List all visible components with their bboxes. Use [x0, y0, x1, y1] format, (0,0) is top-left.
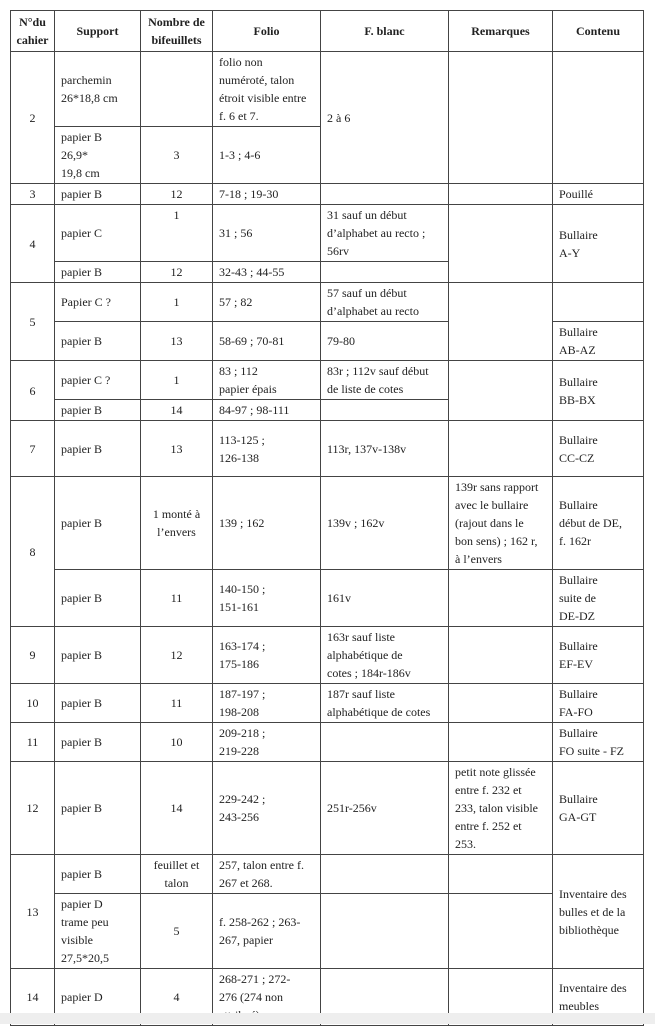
- cell-support: Papier C ?: [55, 283, 141, 322]
- cell-remarques: [449, 723, 553, 762]
- cell-contenu: Bullaire CC-CZ: [553, 421, 644, 477]
- cell-contenu: Bullaire début de DE, f. 162r: [553, 477, 644, 570]
- cell-remarques: [449, 627, 553, 684]
- cell-folio: 268-271 ; 272- 276 (274 non: [213, 969, 321, 1026]
- header-row: [11, 11, 644, 52]
- cell-f-blanc: [321, 400, 449, 421]
- cell-remarques: [449, 361, 553, 421]
- cell-folio: 140-150 ; 151-161: [213, 570, 321, 627]
- cell-support: papier B: [55, 570, 141, 627]
- cell-contenu: Bullaire A-Y: [553, 205, 644, 283]
- cell-remarques: [449, 184, 553, 205]
- cell-folio: 187-197 ; 198-208: [213, 684, 321, 723]
- table-row: [11, 855, 644, 894]
- cell-folio: 139 ; 162: [213, 477, 321, 570]
- table-row: [11, 361, 644, 400]
- cell-remarques: [449, 894, 553, 969]
- table-row: [11, 283, 644, 322]
- cell-contenu: Bullaire EF-EV: [553, 627, 644, 684]
- cell-nombre: 3: [141, 127, 213, 184]
- cell-num: 6: [11, 361, 55, 421]
- cell-nombre: 12: [141, 262, 213, 283]
- cell-nombre: 10: [141, 723, 213, 762]
- cell-contenu: [553, 283, 644, 322]
- cell-folio: 257, talon entre f. 267 et 268.: [213, 855, 321, 894]
- cell-f-blanc: [321, 723, 449, 762]
- table-row: [11, 52, 644, 127]
- cell-f-blanc: 79-80: [321, 322, 449, 361]
- cell-f-blanc: 187r sauf liste alphabétique de cotes: [321, 684, 449, 723]
- header-remarques: Remarques: [449, 11, 553, 52]
- page-bottom-band: [0, 1013, 655, 1024]
- cell-folio: 163-174 ; 175-186: [213, 627, 321, 684]
- cell-remarques: [449, 684, 553, 723]
- cell-nombre: 12: [141, 627, 213, 684]
- cell-contenu: Bullaire FO suite - FZ: [553, 723, 644, 762]
- cell-support: papier D trame peu visible 27,5*20,5: [55, 894, 141, 969]
- cell-contenu: Bullaire AB-AZ: [553, 322, 644, 361]
- cell-folio: 1-3 ; 4-6: [213, 127, 321, 184]
- cell-num: 5: [11, 283, 55, 361]
- cell-contenu: [553, 52, 644, 184]
- cell-nombre: [141, 52, 213, 127]
- cell-remarques: 139r sans rapport avec le bullaire (rajout dans le bon sens) ; 162 r, à l’envers: [449, 477, 553, 570]
- table-row: [11, 684, 644, 723]
- cell-folio: 31 ; 56: [213, 205, 321, 262]
- table-row: [11, 184, 644, 205]
- cell-f-blanc: 139v ; 162v: [321, 477, 449, 570]
- cell-nombre: 1: [141, 361, 213, 400]
- cell-remarques: [449, 421, 553, 477]
- cell-folio: 57 ; 82: [213, 283, 321, 322]
- cell-support: papier C: [55, 205, 141, 262]
- cell-f-blanc: [321, 184, 449, 205]
- cell-support: papier B: [55, 421, 141, 477]
- cell-num: 11: [11, 723, 55, 762]
- table-row: [11, 421, 644, 477]
- cell-num: 2: [11, 52, 55, 184]
- cell-remarques: [449, 52, 553, 184]
- cell-f-blanc: [321, 262, 449, 283]
- cell-nombre: 1: [141, 205, 213, 262]
- cell-support: papier C ?: [55, 361, 141, 400]
- cell-nombre: 11: [141, 684, 213, 723]
- cell-support: papier B: [55, 762, 141, 855]
- cell-f-blanc: 161v: [321, 570, 449, 627]
- cell-folio: 209-218 ; 219-228: [213, 723, 321, 762]
- cell-folio: 32-43 ; 44-55: [213, 262, 321, 283]
- cell-support: papier B: [55, 184, 141, 205]
- cell-contenu: Inventaire des meubles: [553, 969, 644, 1026]
- cell-nombre: 13: [141, 421, 213, 477]
- cell-folio: 83 ; 112 papier épais: [213, 361, 321, 400]
- table-row: [11, 477, 644, 570]
- table-row: [11, 570, 644, 627]
- cell-support: papier B: [55, 723, 141, 762]
- cell-f-blanc: 251r-256v: [321, 762, 449, 855]
- cell-folio: f. 258-262 ; 263- 267, papier: [213, 894, 321, 969]
- cell-support: papier D: [55, 969, 141, 1026]
- cell-remarques: [449, 283, 553, 361]
- cell-num: 14: [11, 969, 55, 1026]
- table-row: [11, 723, 644, 762]
- cell-num: 7: [11, 421, 55, 477]
- cell-f-blanc: 113r, 137v-138v: [321, 421, 449, 477]
- cell-num: 9: [11, 627, 55, 684]
- cell-num: 13: [11, 855, 55, 969]
- header-folio: Folio: [213, 11, 321, 52]
- cell-folio: folio non numéroté, talon étroit visible entre f. 6 et 7.: [213, 52, 321, 127]
- cell-f-blanc: 2 à 6: [321, 52, 449, 184]
- cell-nombre: 5: [141, 894, 213, 969]
- cell-folio: 113-125 ; 126-138: [213, 421, 321, 477]
- cell-nombre: 14: [141, 400, 213, 421]
- cell-contenu: Bullaire GA-GT: [553, 762, 644, 855]
- cell-contenu: Inventaire des bulles et de la bibliothèque: [553, 855, 644, 969]
- cell-num: 12: [11, 762, 55, 855]
- cell-folio: 229-242 ; 243-256: [213, 762, 321, 855]
- cell-f-blanc: [321, 894, 449, 969]
- cell-folio: 58-69 ; 70-81: [213, 322, 321, 361]
- cell-num: 4: [11, 205, 55, 283]
- cell-num: 10: [11, 684, 55, 723]
- cell-contenu: Bullaire BB-BX: [553, 361, 644, 421]
- cell-support: papier B 26,9* 19,8 cm: [55, 127, 141, 184]
- cahiers-table: [10, 10, 644, 1026]
- cell-support: parchemin 26*18,8 cm: [55, 52, 141, 127]
- table-row: [11, 894, 644, 969]
- table-row: [11, 762, 644, 855]
- cell-support: papier B: [55, 400, 141, 421]
- cell-support: papier B: [55, 684, 141, 723]
- cell-contenu: Pouillé: [553, 184, 644, 205]
- cell-nombre: 1: [141, 283, 213, 322]
- cell-support: papier B: [55, 477, 141, 570]
- table-row: [11, 627, 644, 684]
- cell-folio: 84-97 ; 98-111: [213, 400, 321, 421]
- cell-support: papier B: [55, 855, 141, 894]
- cell-nombre: 12: [141, 184, 213, 205]
- cell-nombre: 11: [141, 570, 213, 627]
- cell-contenu: Bullaire FA-FO: [553, 684, 644, 723]
- cell-nombre: 13: [141, 322, 213, 361]
- cell-nombre: 1 monté à l’envers: [141, 477, 213, 570]
- cell-support: papier B: [55, 627, 141, 684]
- cell-num: 3: [11, 184, 55, 205]
- cell-nombre: 14: [141, 762, 213, 855]
- cell-remarques: [449, 570, 553, 627]
- cell-num: 8: [11, 477, 55, 627]
- cell-f-blanc: 31 sauf un début d’alphabet au recto ; 56rv: [321, 205, 449, 262]
- cell-f-blanc: 83r ; 112v sauf début de liste de cotes: [321, 361, 449, 400]
- cell-support: papier B: [55, 322, 141, 361]
- cell-f-blanc: 57 sauf un début d’alphabet au recto: [321, 283, 449, 322]
- cell-contenu: Bullaire suite de DE-DZ: [553, 570, 644, 627]
- cell-f-blanc: [321, 855, 449, 894]
- header-support: Support: [55, 11, 141, 52]
- cell-f-blanc: 163r sauf liste alphabétique de cotes ; 184r-186v: [321, 627, 449, 684]
- cell-remarques: [449, 205, 553, 283]
- cell-nombre: feuillet et talon: [141, 855, 213, 894]
- cell-nombre: 4: [141, 969, 213, 1026]
- cell-remarques: [449, 855, 553, 894]
- cell-folio: 7-18 ; 19-30: [213, 184, 321, 205]
- cell-support: papier B: [55, 262, 141, 283]
- table-row: [11, 205, 644, 262]
- header-num-cahier: N°du cahier: [11, 11, 55, 52]
- header-nombre-bifeuillets: Nombre de bifeuillets: [141, 11, 213, 52]
- cell-remarques: petit note glissée entre f. 232 et 233, talon visible entre f. 252 et 253.: [449, 762, 553, 855]
- header-contenu: Contenu: [553, 11, 644, 52]
- header-f-blanc: F. blanc: [321, 11, 449, 52]
